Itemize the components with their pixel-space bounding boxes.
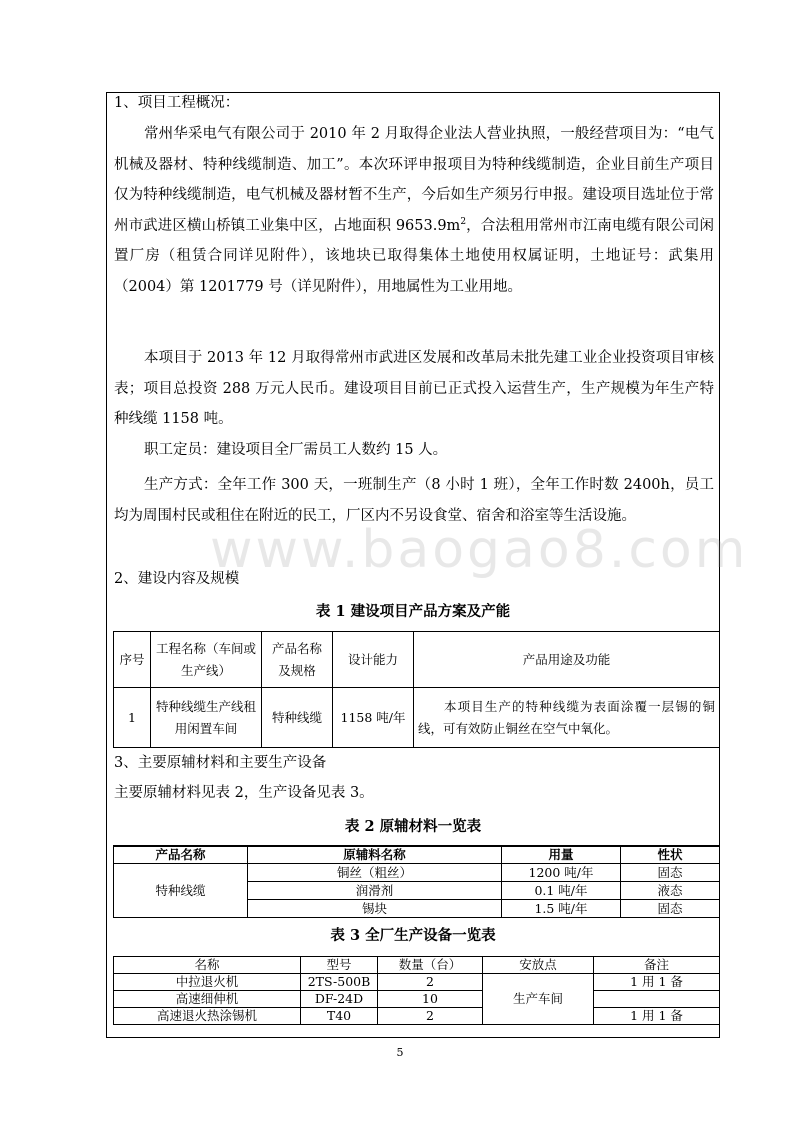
table-row — [114, 1008, 720, 1025]
table1-header-no: 序号 — [114, 632, 151, 688]
section3-heading: 3、主要原辅材料和主要生产设备 — [114, 755, 327, 771]
section2-heading: 2、建设内容及规模 — [114, 571, 240, 587]
section1-paragraph-4: 生产方式：全年工作 300 天，一班制生产（8 小时 1 班），全年工作时数 2400h，员工均为周围村民或租住在附近的民工，厂区内不另设食堂、宿舍和浴室等生活设施。 — [114, 477, 714, 524]
equipment-table — [113, 956, 720, 1025]
table2-cell-state: 液态 — [621, 882, 720, 900]
table3-cell-model: DF-24D — [301, 991, 378, 1008]
table1-header-product: 产品名称及规格 — [262, 632, 333, 688]
p1-superscript: 2 — [460, 216, 467, 227]
table3-cell-note: 1 用 1 备 — [594, 974, 720, 991]
table3-cell-location: 生产车间 — [483, 974, 594, 1025]
table1-header-project: 工程名称（车间或生产线） — [151, 632, 262, 688]
section1-paragraph-3: 职工定员：建设项目全厂需员工人数约 15 人。 — [144, 442, 448, 458]
p1-text-a: 常州华采电气有限公司于 2010 年 2 月取得企业法人营业执照，一般经营项目为：“电气机械及器材、特种线缆制造、加工”。本次环评申报项目为特种线缆制造，企业目前生产项目仅为特种线缆制造，电气机械及器材暂不生产，今后如生产须另行申报。建设项目选址位于常州市武进区横山桥镇工业集中区，占地面积 9653.9m — [114, 126, 714, 234]
table-row — [114, 688, 720, 748]
table3-cell-name: 高速退火热涂锡机 — [114, 1008, 301, 1025]
product-table — [113, 631, 720, 748]
p1-text-b: ，合法租用常州市江南电缆有限公司闲置厂房（租赁合同详见附件），该地块已取得集体土地使用权属证明，土地证号：武集用（2004）第 1201779 号（详见附件），用地属性为工业用地。 — [114, 217, 715, 295]
table3-cell-name: 中拉退火机 — [114, 974, 301, 991]
table-row — [114, 864, 720, 882]
table3-header-name: 名称 — [114, 957, 301, 974]
table-row — [114, 974, 720, 991]
table1-cell-no: 1 — [114, 688, 151, 748]
table3-cell-qty: 10 — [378, 991, 483, 1008]
table2-header-amount: 用量 — [502, 846, 621, 864]
table3-cell-model: 2TS-500B — [301, 974, 378, 991]
table2-cell-amount: 0.1 吨/年 — [502, 882, 621, 900]
table3-cell-qty: 2 — [378, 1008, 483, 1025]
table3-cell-qty: 2 — [378, 974, 483, 991]
table2-header-product: 产品名称 — [114, 846, 248, 864]
table3-header-model: 型号 — [301, 957, 378, 974]
table-row — [114, 991, 720, 1008]
table3-header-location: 安放点 — [483, 957, 594, 974]
section1-paragraph-2: 本项目于 2013 年 12 月取得常州市武进区发展和改革局未批先建工业企业投资项目审核表；项目总投资 288 万元人民币。建设项目目前已正式投入运营生产，生产规模为年生产特种线缆 1158 吨。 — [114, 350, 714, 427]
table3-cell-name: 高速细伸机 — [114, 991, 301, 1008]
table1-header-capacity: 设计能力 — [333, 632, 414, 688]
table2-cell-amount: 1200 吨/年 — [502, 864, 621, 882]
section3-intro: 主要原辅材料见表 2，生产设备见表 3。 — [114, 785, 374, 801]
section1-heading: 1、项目工程概况： — [114, 95, 240, 111]
table2-cell-material: 润滑剂 — [248, 882, 502, 900]
table1-title: 表 1 建设项目产品方案及产能 — [315, 603, 511, 620]
table3-header-note: 备注 — [594, 957, 720, 974]
table2-cell-product: 特种线缆 — [114, 864, 248, 918]
table1-cell-usage: 本项目生产的特种线缆为表面涂覆一层锡的铜线，可有效防止铜丝在空气中氧化。 — [414, 688, 720, 748]
table3-cell-model: T40 — [301, 1008, 378, 1025]
table2-cell-state: 固态 — [621, 864, 720, 882]
table1-cell-capacity: 1158 吨/年 — [333, 688, 414, 748]
table1-header-usage: 产品用途及功能 — [414, 632, 720, 688]
watermark: www.baogao8.com — [210, 520, 749, 580]
table2-title: 表 2 原辅材料一览表 — [344, 818, 482, 835]
table1-cell-product: 特种线缆 — [262, 688, 333, 748]
table2-cell-material: 锡块 — [248, 900, 502, 918]
section1-paragraph-1 — [114, 119, 714, 302]
table2-cell-state: 固态 — [621, 900, 720, 918]
table2-header-material: 原辅料名称 — [248, 846, 502, 864]
table3-cell-note: 1 用 1 备 — [594, 1008, 720, 1025]
table3-header-qty: 数量（台） — [378, 957, 483, 974]
table3-cell-note — [594, 991, 720, 1008]
table2-cell-amount: 1.5 吨/年 — [502, 900, 621, 918]
table3-title: 表 3 全厂生产设备一览表 — [330, 927, 496, 944]
table2-cell-material: 铜丝（粗丝） — [248, 864, 502, 882]
page-number: 5 — [396, 1046, 404, 1059]
table2-header-state: 性状 — [621, 846, 720, 864]
materials-table — [113, 845, 720, 918]
table1-cell-project: 特种线缆生产线租用闲置车间 — [151, 688, 262, 748]
